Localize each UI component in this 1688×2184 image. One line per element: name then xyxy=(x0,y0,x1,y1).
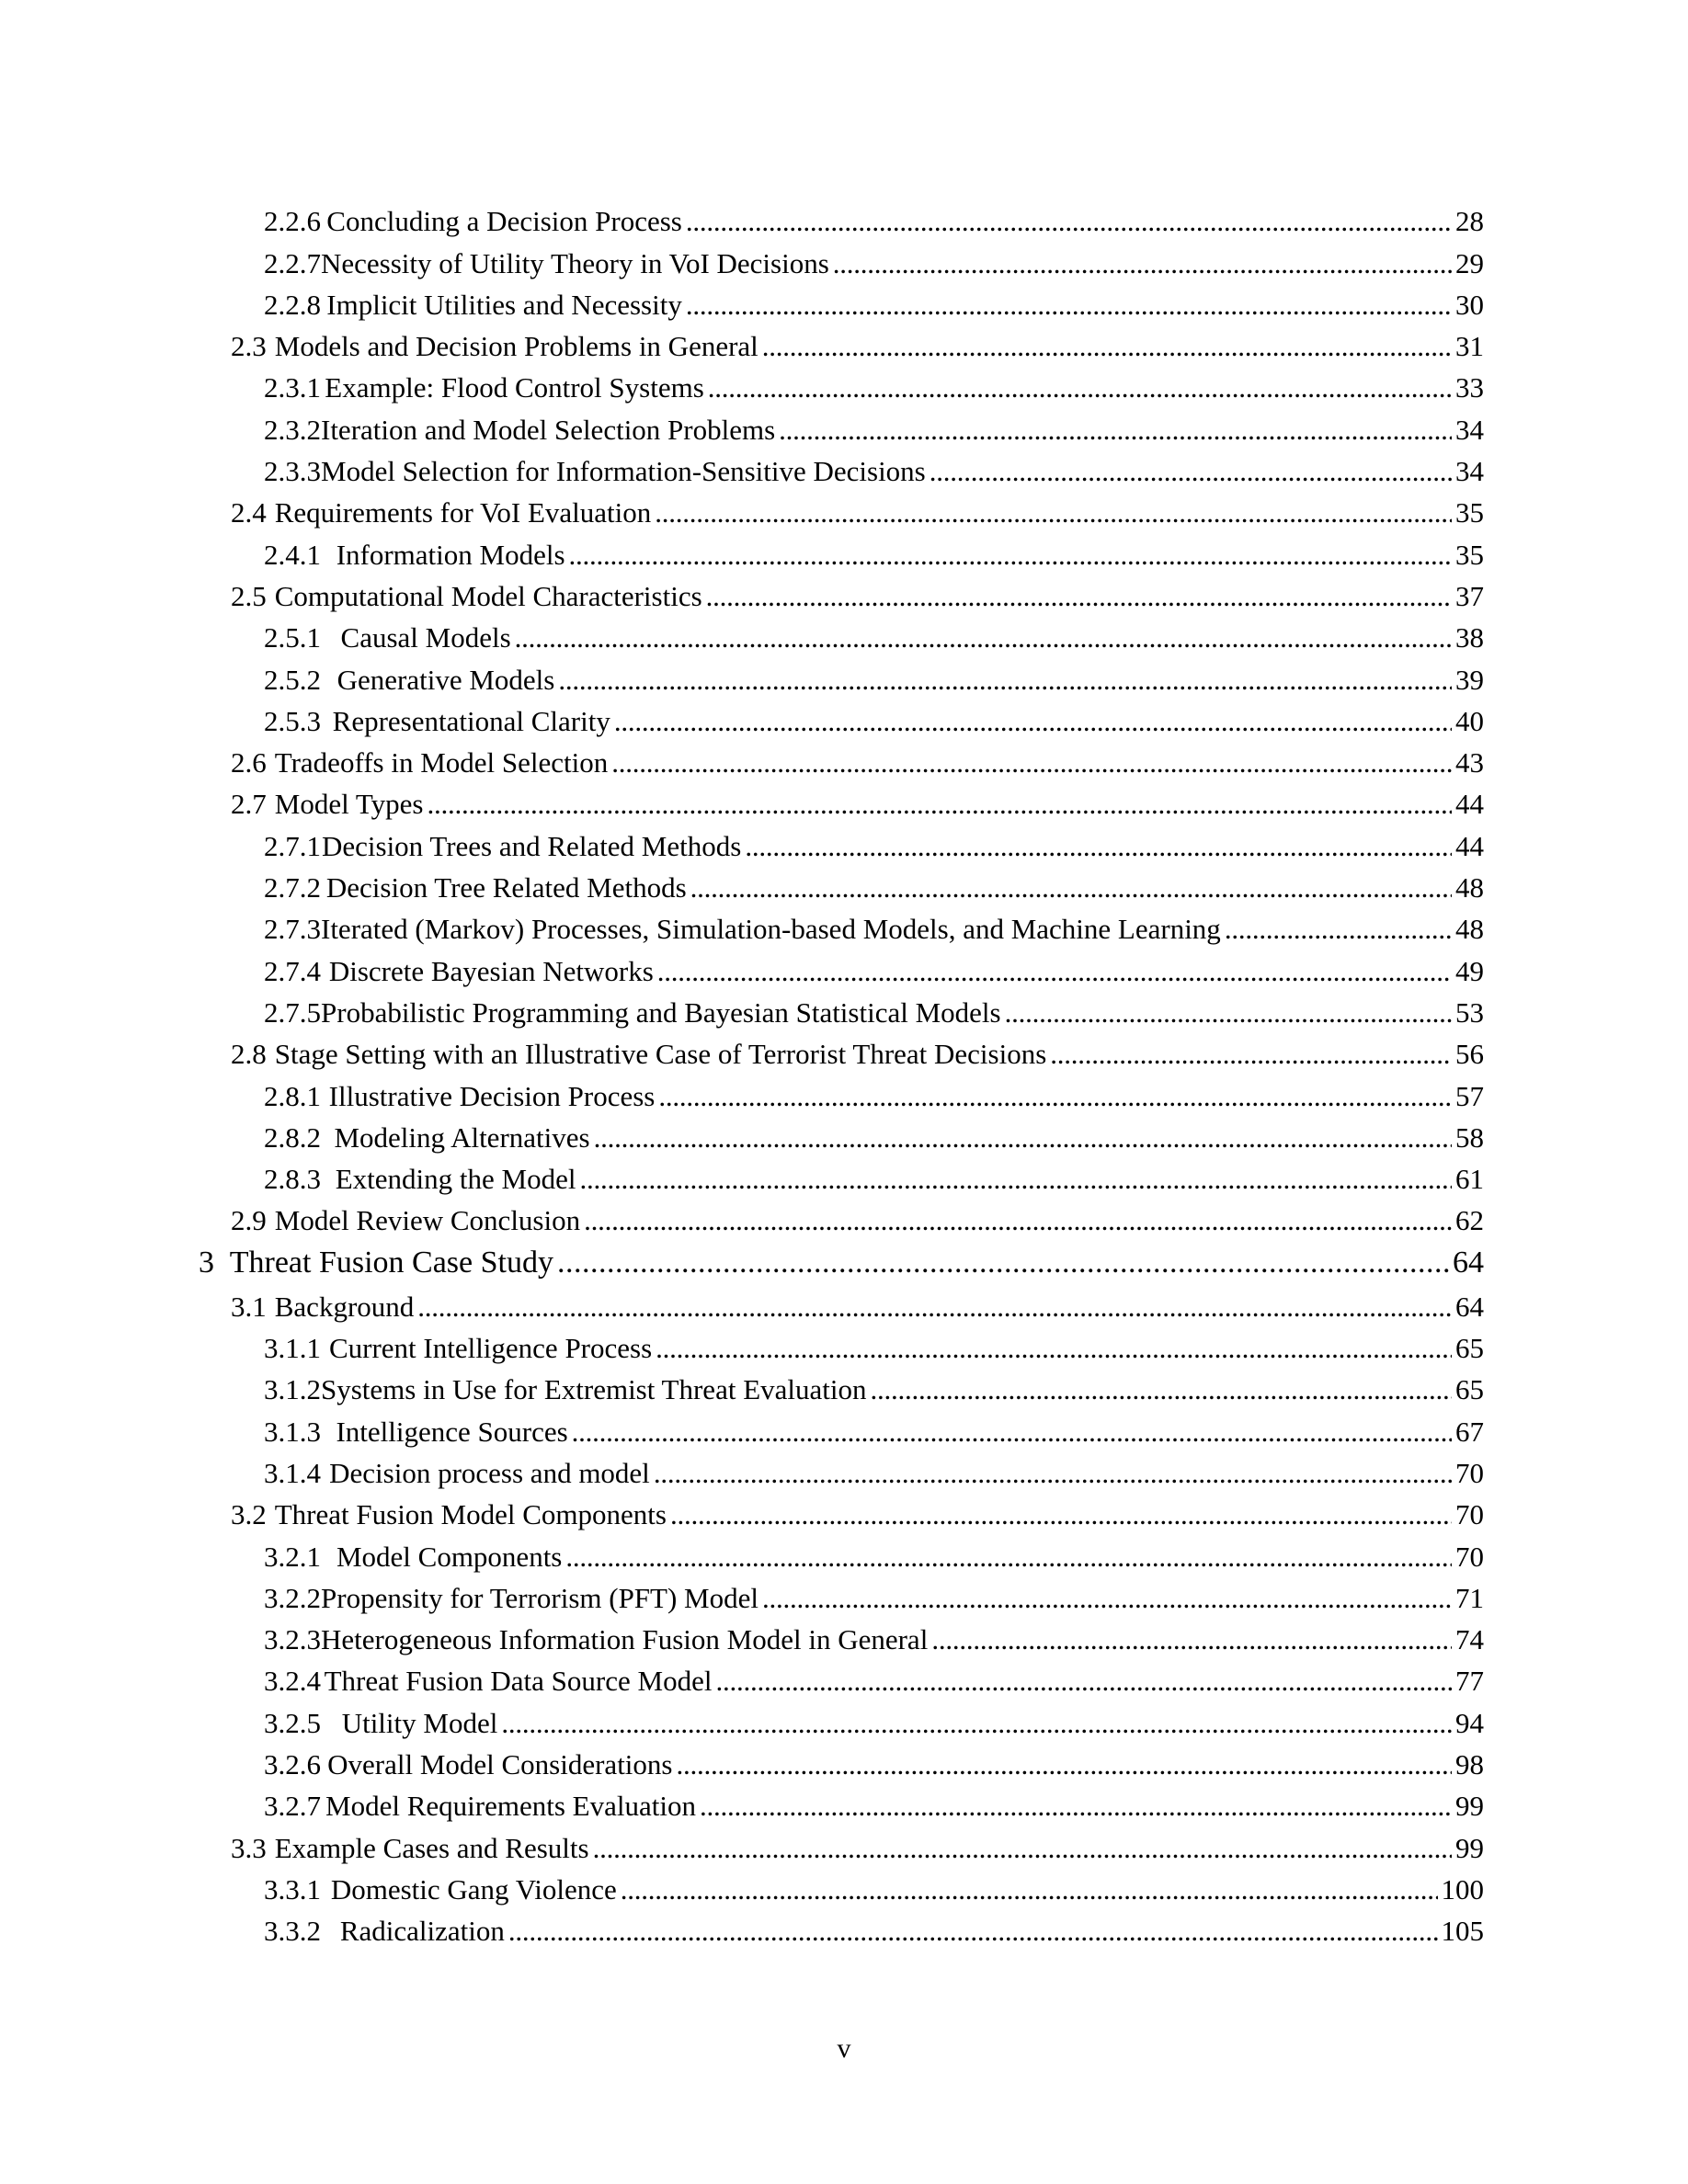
toc-entry-number: 3 xyxy=(199,1246,214,1280)
toc-entry-page: 34 xyxy=(1455,413,1484,446)
toc-entry-page: 53 xyxy=(1455,995,1484,1029)
toc-entry[interactable] xyxy=(0,1737,1484,1779)
toc-entry[interactable] xyxy=(0,1904,1484,1948)
toc-entry-title: Modeling Alternatives xyxy=(334,1120,590,1154)
toc-entry-number: 2.7.3 xyxy=(264,913,321,946)
toc-entry-page: 74 xyxy=(1455,1623,1484,1656)
toc-entry[interactable] xyxy=(0,1027,1484,1071)
toc-entry[interactable] xyxy=(0,1487,1484,1529)
dot-leader xyxy=(584,1206,1452,1234)
toc-entry-number: 3.2.5 xyxy=(264,1706,321,1739)
dot-leader xyxy=(417,1292,1452,1321)
toc-entry-title: Model Selection for Information-Sensitive Decisions xyxy=(321,455,926,488)
toc-entry-page: 39 xyxy=(1455,663,1484,696)
toc-entry-page: 31 xyxy=(1455,330,1484,363)
toc-entry-page: 33 xyxy=(1455,371,1484,404)
toc-entry-number: 3.3 xyxy=(231,1831,267,1864)
toc-entry-page: 94 xyxy=(1455,1706,1484,1739)
toc-entry-title: Models and Decision Problems in General xyxy=(274,330,758,363)
toc-entry-number: 3.2.1 xyxy=(264,1540,321,1573)
toc-entry-page: 30 xyxy=(1455,288,1484,321)
toc-entry-page: 65 xyxy=(1455,1332,1484,1365)
dot-leader xyxy=(558,665,1452,694)
toc-entry-page: 65 xyxy=(1455,1373,1484,1406)
toc-entry[interactable] xyxy=(0,1446,1484,1487)
toc-entry-page: 100 xyxy=(1441,1872,1484,1905)
toc-entry-title: Extending the Model xyxy=(335,1163,576,1196)
toc-entry-title: Threat Fusion Data Source Model xyxy=(324,1665,713,1698)
dot-leader xyxy=(670,1500,1452,1529)
dot-leader xyxy=(508,1917,1438,1945)
toc-entry[interactable] xyxy=(0,360,1484,402)
toc-entry-number: 2.7 xyxy=(231,788,267,821)
dot-leader xyxy=(593,1834,1452,1862)
toc-entry-number: 2.6 xyxy=(231,746,267,779)
toc-entry-page: 62 xyxy=(1455,1204,1484,1237)
toc-entry-number: 3.2.4 xyxy=(264,1665,321,1698)
dot-leader xyxy=(779,415,1452,444)
dot-leader xyxy=(657,957,1452,985)
toc-entry-number: 2.5.3 xyxy=(264,704,321,737)
dot-leader xyxy=(762,1584,1452,1612)
page-number: v xyxy=(837,2033,851,2064)
toc-entry-page: 44 xyxy=(1455,788,1484,821)
dot-leader xyxy=(1005,998,1452,1027)
dot-leader xyxy=(708,373,1452,402)
toc-entry-title: Information Models xyxy=(336,538,565,571)
toc-entry-title: Model Components xyxy=(336,1540,563,1573)
toc-entry-title: Heterogeneous Information Fusion Model in General xyxy=(321,1623,929,1656)
dot-leader xyxy=(833,249,1452,278)
dot-leader xyxy=(1225,915,1452,943)
toc-entry-number: 3.2.7 xyxy=(264,1790,321,1823)
dot-leader xyxy=(611,748,1452,777)
toc-entry[interactable] xyxy=(0,652,1484,696)
toc-entry-title: Iterated (Markov) Processes, Simulation-based Models, and Machine Learning xyxy=(321,913,1221,946)
toc-entry-page: 58 xyxy=(1455,1120,1484,1154)
toc-entry[interactable] xyxy=(0,527,1484,571)
toc-entry-page: 35 xyxy=(1455,538,1484,571)
dot-leader xyxy=(569,540,1452,569)
toc-entry-title: Stage Setting with an Illustrative Case of Terrorist Threat Decisions xyxy=(274,1038,1047,1071)
toc-entry-number: 3.1.1 xyxy=(264,1332,321,1365)
toc-entry-title: Example Cases and Results xyxy=(274,1831,589,1864)
toc-entry[interactable] xyxy=(0,1321,1484,1365)
toc-entry[interactable] xyxy=(0,402,1484,446)
dot-leader xyxy=(700,1792,1452,1820)
toc-entry-title: Computational Model Characteristics xyxy=(274,579,702,612)
toc-entry-title: Model Requirements Evaluation xyxy=(325,1790,696,1823)
toc-entry-number: 2.8.1 xyxy=(264,1079,321,1112)
toc-entry-title: Threat Fusion Model Components xyxy=(274,1498,667,1531)
toc-entry[interactable] xyxy=(0,818,1484,862)
toc-entry-number: 2.2.7 xyxy=(264,246,321,279)
toc-entry-page: 105 xyxy=(1441,1915,1484,1948)
toc-entry-number: 2.7.1 xyxy=(264,829,321,862)
toc-entry-page: 70 xyxy=(1455,1456,1484,1489)
toc-entry-title: Decision Tree Related Methods xyxy=(325,871,687,904)
toc-entry-title: Implicit Utilities and Necessity xyxy=(326,288,682,321)
toc-entry[interactable] xyxy=(0,235,1484,277)
toc-entry-page: 29 xyxy=(1455,246,1484,279)
toc-entry-title: Discrete Bayesian Networks xyxy=(328,954,654,987)
toc-entry[interactable] xyxy=(0,485,1484,527)
toc-entry[interactable] xyxy=(0,694,1484,735)
toc-entry-page: 35 xyxy=(1455,496,1484,529)
dot-leader xyxy=(515,623,1452,652)
toc-entry-page: 99 xyxy=(1455,1831,1484,1864)
toc-entry-page: 43 xyxy=(1455,746,1484,779)
toc-entry-title: Causal Models xyxy=(340,621,511,654)
toc-entry-number: 2.3.2 xyxy=(264,413,321,446)
dot-leader xyxy=(501,1709,1452,1737)
toc-entry-number: 2.5 xyxy=(231,579,267,612)
dot-leader xyxy=(621,1875,1438,1904)
toc-entry[interactable] xyxy=(0,1110,1484,1152)
dot-leader xyxy=(686,207,1452,235)
dot-leader xyxy=(572,1417,1452,1446)
toc-entry-number: 2.8 xyxy=(231,1038,267,1071)
toc-entry-page: 34 xyxy=(1455,455,1484,488)
toc-entry-page: 38 xyxy=(1455,621,1484,654)
toc-entry-number: 3.2.6 xyxy=(264,1747,321,1780)
toc-entry-title: Decision Trees and Related Methods xyxy=(321,829,742,862)
dot-leader xyxy=(715,1666,1452,1695)
toc-entry-title: Propensity for Terrorism (PFT) Model xyxy=(321,1581,758,1614)
toc-entry-number: 2.9 xyxy=(231,1204,267,1237)
toc-entry-title: Utility Model xyxy=(341,1706,498,1739)
toc-entry-title: Illustrative Decision Process xyxy=(328,1079,656,1112)
toc-entry-number: 2.7.4 xyxy=(264,954,321,987)
toc-entry-page: 56 xyxy=(1455,1038,1484,1071)
dot-leader xyxy=(655,498,1452,527)
dot-leader xyxy=(557,1247,1449,1279)
dot-leader xyxy=(706,582,1452,610)
dot-leader xyxy=(579,1165,1452,1193)
toc-entry-number: 2.3.3 xyxy=(264,455,321,488)
toc-entry-title: Concluding a Decision Process xyxy=(326,205,682,238)
toc-entry-title: Intelligence Sources xyxy=(336,1415,568,1448)
toc-entry-page: 70 xyxy=(1455,1540,1484,1573)
dot-leader xyxy=(677,1750,1453,1779)
toc-entry-number: 2.2.6 xyxy=(264,205,321,238)
toc-entry[interactable] xyxy=(0,1362,1484,1404)
toc-entry[interactable] xyxy=(0,1279,1484,1323)
toc-entry-number: 3.3.1 xyxy=(264,1872,321,1905)
toc-entry[interactable] xyxy=(0,278,1484,319)
toc-entry[interactable] xyxy=(0,1068,1484,1112)
dot-leader xyxy=(565,1542,1452,1571)
toc-entry[interactable] xyxy=(0,777,1484,821)
table-of-contents xyxy=(0,194,1688,1948)
dot-leader xyxy=(1050,1040,1452,1068)
dot-leader xyxy=(658,1082,1452,1110)
toc-entry-number: 3.3.2 xyxy=(264,1915,321,1948)
toc-entry-page: 48 xyxy=(1455,913,1484,946)
dot-leader xyxy=(870,1375,1452,1404)
toc-entry-number: 3.1.3 xyxy=(264,1415,321,1448)
toc-entry-page: 44 xyxy=(1455,829,1484,862)
toc-entry-title: Example: Flood Control Systems xyxy=(325,371,704,404)
toc-entry-title: Tradeoffs in Model Selection xyxy=(274,746,609,779)
toc-entry-page: 64 xyxy=(1453,1246,1484,1280)
toc-entry-title: Probabilistic Programming and Bayesian Statistical Models xyxy=(321,995,1001,1029)
dot-leader xyxy=(594,1123,1452,1152)
toc-entry-number: 2.3 xyxy=(231,330,267,363)
toc-entry[interactable] xyxy=(0,194,1484,238)
toc-entry-page: 64 xyxy=(1455,1290,1484,1323)
toc-entry[interactable] xyxy=(0,1152,1484,1196)
toc-entry[interactable] xyxy=(0,735,1484,777)
toc-entry-title: Domestic Gang Violence xyxy=(330,1872,617,1905)
toc-entry-title: Representational Clarity xyxy=(332,704,610,737)
toc-entry-number: 3.1 xyxy=(231,1290,267,1323)
toc-entry-title: Generative Models xyxy=(336,663,555,696)
toc-entry-title: Requirements for VoI Evaluation xyxy=(274,496,652,529)
toc-entry-number: 2.3.1 xyxy=(264,371,321,404)
toc-entry-number: 2.4 xyxy=(231,496,267,529)
toc-entry-number: 2.7.2 xyxy=(264,871,321,904)
dot-leader xyxy=(686,290,1452,319)
toc-entry-number: 3.1.4 xyxy=(264,1456,321,1489)
toc-entry[interactable] xyxy=(0,319,1484,363)
toc-entry[interactable] xyxy=(0,1862,1484,1904)
toc-entry[interactable] xyxy=(0,860,1484,902)
toc-entry-number: 2.7.5 xyxy=(264,995,321,1029)
toc-entry-page: 48 xyxy=(1455,871,1484,904)
dot-leader xyxy=(930,457,1452,485)
dot-leader xyxy=(654,1459,1452,1487)
toc-entry-title: Threat Fusion Case Study xyxy=(229,1246,553,1280)
toc-entry[interactable] xyxy=(0,569,1484,610)
toc-entry-title: Necessity of Utility Theory in VoI Decisions xyxy=(321,246,829,279)
toc-entry-page: 70 xyxy=(1455,1498,1484,1531)
dot-leader xyxy=(690,873,1452,902)
toc-entry-number: 3.2 xyxy=(231,1498,267,1531)
toc-entry[interactable] xyxy=(0,1234,1484,1279)
toc-entry-title: Decision process and model xyxy=(329,1456,650,1489)
toc-entry-page: 49 xyxy=(1455,954,1484,987)
toc-entry-number: 2.5.2 xyxy=(264,663,321,696)
toc-entry-number: 3.1.2 xyxy=(264,1373,321,1406)
toc-entry[interactable] xyxy=(0,943,1484,987)
toc-entry[interactable] xyxy=(0,1404,1484,1448)
toc-entry-number: 2.2.8 xyxy=(264,288,321,321)
toc-entry-title: Current Intelligence Process xyxy=(328,1332,653,1365)
toc-entry[interactable] xyxy=(0,985,1484,1027)
toc-entry-number: 2.4.1 xyxy=(264,538,321,571)
toc-entry-title: Overall Model Considerations xyxy=(327,1747,673,1780)
toc-entry-title: Iteration and Model Selection Problems xyxy=(321,413,776,446)
toc-entry-title: Systems in Use for Extremist Threat Evaluation xyxy=(321,1373,867,1406)
toc-entry-page: 28 xyxy=(1455,205,1484,238)
toc-entry-number: 2.8.2 xyxy=(264,1120,321,1154)
toc-entry-number: 3.2.3 xyxy=(264,1623,321,1656)
toc-entry[interactable] xyxy=(0,444,1484,488)
toc-entry-title: Model Review Conclusion xyxy=(274,1204,581,1237)
toc-entry-title: Radicalization xyxy=(339,1915,505,1948)
toc-entry-page: 98 xyxy=(1455,1747,1484,1780)
toc-entry-page: 57 xyxy=(1455,1079,1484,1112)
toc-entry[interactable] xyxy=(0,1529,1484,1573)
toc-entry-title: Model Types xyxy=(274,788,424,821)
toc-entry[interactable] xyxy=(0,1820,1484,1864)
toc-entry[interactable] xyxy=(0,1571,1484,1612)
dot-leader xyxy=(762,332,1452,360)
toc-entry[interactable] xyxy=(0,1654,1484,1698)
dot-leader xyxy=(614,707,1452,735)
dot-leader xyxy=(745,832,1452,860)
toc-entry-page: 40 xyxy=(1455,704,1484,737)
toc-entry[interactable] xyxy=(0,902,1484,946)
toc-entry-page: 99 xyxy=(1455,1790,1484,1823)
toc-entry-page: 77 xyxy=(1455,1665,1484,1698)
toc-entry-page: 61 xyxy=(1455,1163,1484,1196)
dot-leader xyxy=(931,1625,1452,1654)
toc-entry-number: 2.5.1 xyxy=(264,621,321,654)
toc-entry[interactable] xyxy=(0,1193,1484,1237)
toc-entry-page: 67 xyxy=(1455,1415,1484,1448)
toc-entry-number: 3.2.2 xyxy=(264,1581,321,1614)
toc-entry[interactable] xyxy=(0,610,1484,652)
toc-entry-title: Background xyxy=(274,1290,415,1323)
toc-entry[interactable] xyxy=(0,1695,1484,1739)
toc-entry-page: 37 xyxy=(1455,579,1484,612)
toc-entry-page: 71 xyxy=(1455,1581,1484,1614)
toc-entry[interactable] xyxy=(0,1612,1484,1654)
toc-entry-number: 2.8.3 xyxy=(264,1163,321,1196)
dot-leader xyxy=(656,1334,1452,1362)
dot-leader xyxy=(427,790,1452,818)
toc-entry[interactable] xyxy=(0,1779,1484,1823)
